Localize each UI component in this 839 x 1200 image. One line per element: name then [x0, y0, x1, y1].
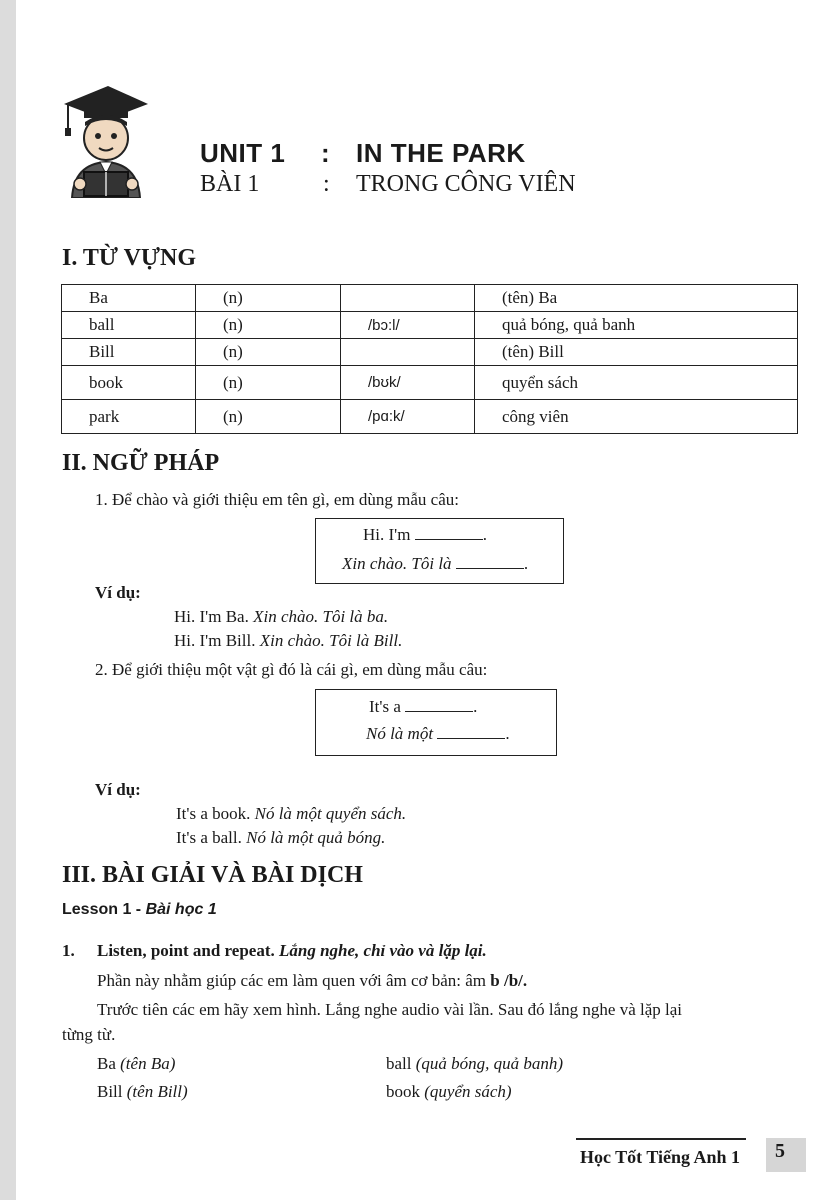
bai-label: BÀI 1	[200, 171, 260, 197]
vocabulary-table	[61, 284, 798, 434]
example-1a: Hi. I'm Ba. Xin chào. Tôi là ba.	[174, 607, 389, 626]
vocab-ipa: /pɑ:k/	[341, 400, 475, 434]
student-mascot-icon	[56, 80, 152, 198]
unit-label: UNIT 1	[200, 138, 286, 168]
vocab-meaning: công viên	[475, 400, 798, 434]
section-heading-vocabulary: I. TỪ VỰNG	[62, 245, 197, 271]
word-ball: ball (quả bóng, quả banh)	[386, 1054, 564, 1073]
word-bill: Bill (tên Bill)	[97, 1082, 188, 1101]
table-row	[62, 285, 798, 312]
table-row	[62, 366, 798, 400]
vocab-pos: (n)	[196, 312, 341, 339]
unit-title: IN THE PARK	[356, 138, 526, 168]
grammar-intro-1: 1. Để chào và giới thiệu em tên gì, em dùng mẫu câu:	[95, 490, 459, 509]
vocab-ipa: /bʊk/	[341, 366, 475, 400]
vocab-pos: (n)	[196, 285, 341, 312]
section-heading-grammar: II. NGỮ PHÁP	[62, 450, 220, 476]
item-number: 1.	[62, 941, 75, 960]
vocab-word: park	[62, 400, 196, 434]
grammar-intro-2: 2. Để giới thiệu một vật gì đó là cái gì, em dùng mẫu câu:	[95, 660, 488, 679]
paragraph-intro: Phần này nhằm giúp các em làm quen với âm cơ bản: âm b /b/.	[97, 971, 528, 990]
word-ba: Ba (tên Ba)	[97, 1054, 176, 1073]
page-number-tab	[766, 1138, 806, 1172]
vocab-meaning: quả bóng, quả banh	[475, 312, 798, 339]
item-instruction: Listen, point and repeat. Lắng nghe, chỉ vào và lặp lại.	[97, 941, 487, 960]
blank-line	[405, 697, 473, 712]
paragraph-instructions-line1: Trước tiên các em hãy xem hình. Lắng nghe audio vài lần. Sau đó lắng nghe và lặp lại	[97, 1000, 683, 1019]
vocab-pos: (n)	[196, 366, 341, 400]
bai-colon: :	[323, 171, 330, 197]
section-heading-solutions: III. BÀI GIẢI VÀ BÀI DỊCH	[62, 862, 363, 888]
footer-book-title: Học Tốt Tiếng Anh 1	[580, 1147, 741, 1167]
example-2a: It's a book. Nó là một quyển sách.	[176, 804, 407, 823]
table-row	[62, 400, 798, 434]
grammar-pattern-box-2	[315, 689, 557, 756]
vocab-word: ball	[62, 312, 196, 339]
blank-line	[415, 525, 483, 540]
blank-line	[456, 554, 524, 569]
example-label-1: Ví dụ:	[95, 583, 141, 602]
example-1b: Hi. I'm Bill. Xin chào. Tôi là Bill.	[174, 631, 403, 650]
page-number: 5	[775, 1140, 785, 1162]
vocab-word: Bill	[62, 339, 196, 366]
pattern-2-english: It's a .	[369, 697, 478, 716]
vocab-pos: (n)	[196, 339, 341, 366]
footer-rule	[576, 1138, 746, 1140]
word-book: book (quyển sách)	[386, 1082, 512, 1101]
pattern-1-english: Hi. I'm .	[363, 525, 487, 544]
vocab-ipa: /bɔ:l/	[341, 312, 475, 339]
paragraph-instructions-line2: từng từ.	[62, 1025, 116, 1044]
table-row	[62, 339, 798, 366]
vocab-word: book	[62, 366, 196, 400]
vocab-word: Ba	[62, 285, 196, 312]
vocab-ipa	[341, 285, 475, 312]
page-edge	[0, 0, 16, 1200]
vocab-pos: (n)	[196, 400, 341, 434]
table-row	[62, 312, 798, 339]
example-label-2: Ví dụ:	[95, 780, 141, 799]
blank-line	[437, 724, 505, 739]
pattern-1-vietnamese: Xin chào. Tôi là .	[342, 554, 529, 573]
pattern-2-vietnamese: Nó là một .	[366, 724, 510, 743]
vocab-meaning: quyển sách	[475, 366, 798, 400]
vocab-meaning: (tên) Ba	[475, 285, 798, 312]
bai-title: TRONG CÔNG VIÊN	[356, 171, 576, 197]
vocab-ipa	[341, 339, 475, 366]
vocab-meaning: (tên) Bill	[475, 339, 798, 366]
unit-colon: :	[321, 138, 331, 168]
lesson-heading: Lesson 1 - Bài học 1	[62, 901, 217, 918]
example-2b: It's a ball. Nó là một quả bóng.	[176, 828, 386, 847]
grammar-pattern-box-1	[315, 518, 564, 584]
